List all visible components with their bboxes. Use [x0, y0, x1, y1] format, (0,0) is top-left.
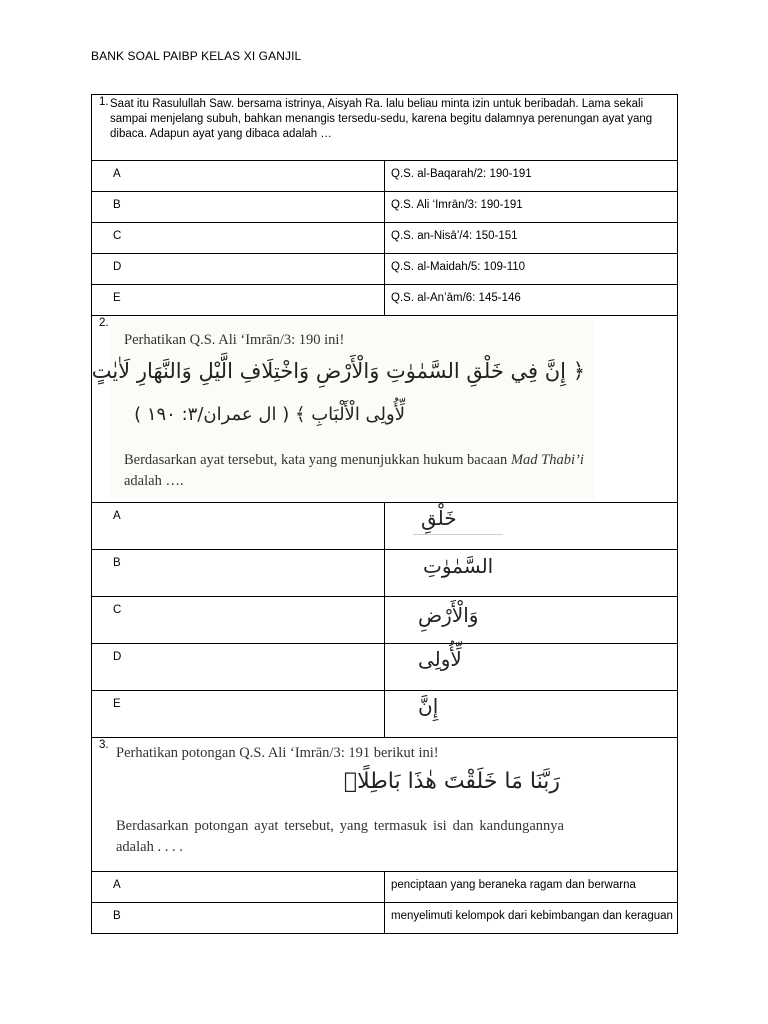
option-letter: E [92, 691, 385, 738]
option-letter: C [92, 223, 385, 254]
question-3-arabic: رَبَّنَا مَا خَلَقْتَ هٰذَا بَاطِلًاۚ [343, 769, 560, 794]
option-arabic: إِنَّ [418, 694, 439, 718]
option-text: menyelimuti kelompok dari kebimbangan dan keraguan [385, 903, 678, 934]
question-3-cell [92, 738, 678, 872]
option-arabic: السَّمٰوٰتِ [423, 554, 494, 578]
q1-option-a[interactable] [92, 161, 678, 192]
option-letter: B [92, 192, 385, 223]
q1-option-d[interactable] [92, 254, 678, 285]
option-text: Q.S. al-An’ām/6: 145-146 [385, 285, 678, 316]
option-arabic: وَالْأَرْضِ [418, 603, 479, 627]
question-2-question-end: adalah …. [124, 473, 184, 489]
question-2-row [92, 316, 678, 503]
question-2-image [91, 317, 595, 500]
option-text: penciptaan yang beraneka ragam dan berwarna [385, 872, 678, 903]
question-3-heading: Perhatikan potongan Q.S. Ali ‘Imrān/3: 191 berikut ini! [116, 745, 439, 761]
document-title: BANK SOAL PAIBP KELAS XI GANJIL [91, 49, 302, 63]
question-1-row [92, 95, 678, 161]
option-letter: E [92, 285, 385, 316]
q1-option-c[interactable] [92, 223, 678, 254]
option-text: Q.S. al-Baqarah/2: 190-191 [385, 161, 678, 192]
q2-option-c[interactable] [92, 597, 678, 644]
option-arabic: لِّأُولِى [418, 647, 462, 671]
question-3-image [110, 740, 570, 868]
question-1-number: 1. [99, 96, 109, 108]
option-letter: B [92, 550, 385, 597]
option-arabic-cell [385, 644, 678, 691]
option-text: Q.S. an-Nisā’/4: 150-151 [385, 223, 678, 254]
question-2-number: 2. [99, 317, 109, 329]
option-letter: C [92, 597, 385, 644]
question-1-cell [92, 95, 678, 161]
q3-option-b[interactable] [92, 903, 678, 934]
option-letter: A [92, 503, 385, 550]
question-1-text: Saat itu Rasulullah Saw. bersama istrinya, Aisyah Ra. lalu beliau minta izin untuk beribadah. Lama sekali sampai menjelang subuh, bahkan menangis tersedu-sedu, karena begitu dalamnya perenungan ayat yang dibaca. Adapun ayat yang dibaca adalah … [110, 98, 653, 140]
q2-option-e[interactable] [92, 691, 678, 738]
question-3-number: 3. [99, 739, 109, 751]
option-letter: A [92, 872, 385, 903]
question-3-row [92, 738, 678, 872]
option-arabic-cell [385, 550, 678, 597]
option-letter: A [92, 161, 385, 192]
option-letter: D [92, 644, 385, 691]
question-3-question: Berdasarkan potongan ayat tersebut, yang termasuk isi dan kandungannya adalah . . . . [116, 818, 564, 855]
q2-option-a[interactable] [92, 503, 678, 550]
option-text: Q.S. al-Maidah/5: 109-110 [385, 254, 678, 285]
question-2-heading: Perhatikan Q.S. Ali ‘Imrān/3: 190 ini! [124, 332, 345, 348]
option-arabic-cell [385, 691, 678, 738]
question-2-italic-term: Mad Thabi’i [510, 452, 584, 468]
q1-option-e[interactable] [92, 285, 678, 316]
q2-option-d[interactable] [92, 644, 678, 691]
option-text: Q.S. Ali ‘Imrān/3: 190-191 [385, 192, 678, 223]
question-2-cell [92, 316, 678, 503]
question-table [91, 94, 678, 934]
option-letter: B [92, 903, 385, 934]
question-2-question: Berdasarkan ayat tersebut, kata yang menunjukkan hukum bacaan [124, 452, 508, 468]
option-arabic-cell [385, 503, 678, 550]
option-arabic: خَلْقِ [421, 506, 457, 530]
q3-option-a[interactable] [92, 872, 678, 903]
question-2-arabic-line2: لِّأُولِى الْأَلْبَابِ ﴾ ( ال عمران/٣: ١٩٠ ) [134, 404, 405, 425]
scan-edge [413, 534, 503, 535]
question-2-arabic-line1: ﴿ إِنَّ فِي خَلْقِ السَّمٰوٰتِ وَالْأَرْضِ وَاخْتِلَافِ الَّيْلِ وَالنَّهَارِ لَاٰيٰتٍ [91, 359, 585, 383]
option-arabic-cell [385, 597, 678, 644]
question-2-text [124, 450, 584, 492]
q2-option-b[interactable] [92, 550, 678, 597]
option-letter: D [92, 254, 385, 285]
q1-option-b[interactable] [92, 192, 678, 223]
